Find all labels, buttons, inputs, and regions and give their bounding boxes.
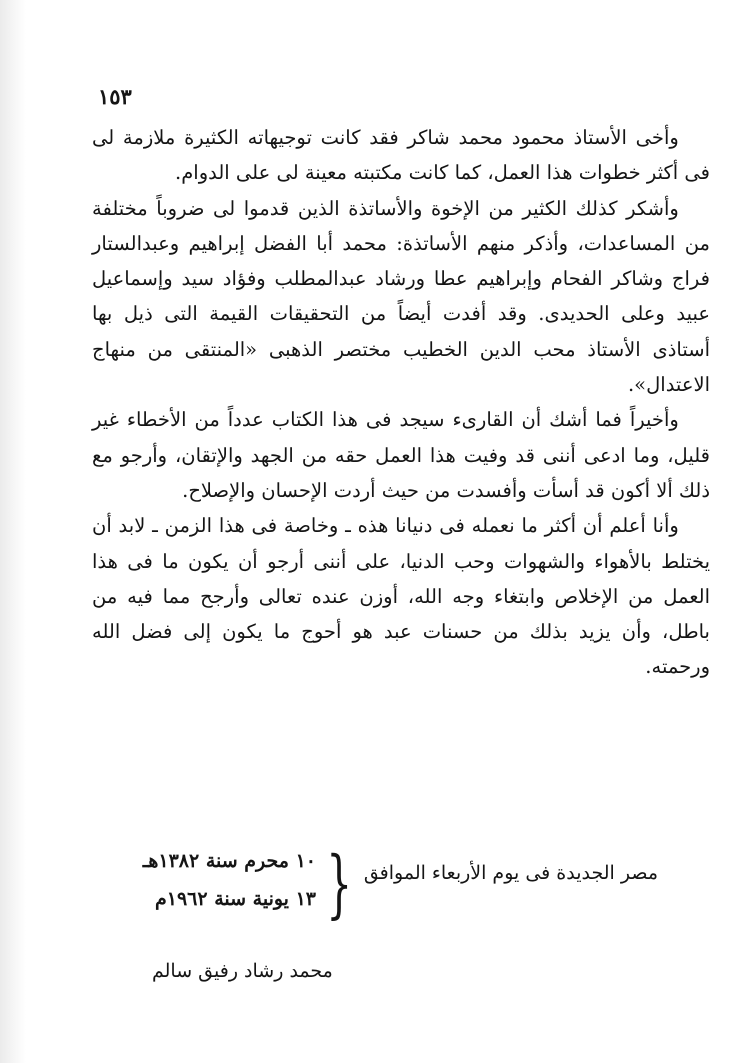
- paragraph-acknowledgement-shakir: وأخى الأستاذ محمود محمد شاكر فقد كانت توجيهاته الكثيرة ملازمة لى فى أكثر خطوات هذا العمل، كما كانت مكتبته معينة لى على الدوام.: [92, 126, 710, 185]
- closing-date-block: [110, 841, 670, 927]
- hijri-date: ١٠ محرم سنة ١٣٨٢هـ: [142, 850, 316, 872]
- curly-brace: {: [326, 841, 352, 927]
- paragraph-acknowledgement-colleagues: وأشكر كذلك الكثير من الإخوة والأساتذة الذين قدموا لى ضروباً مختلفة من المساعدات، وأذكر منهم الأساتذة: محمد أبا الفضل إبراهيم وعبدالستار فراج وشاكر الفحام وإبراهيم عطا ورشاد عبدالمطلب وفؤاد سيد وإسماعيل عبيد وعلى الحديدى. وقد أفدت أيضاً من التحقيقات القيمة التى ذيل بها أستاذى الأستاذ محب الدين الخطيب مختصر الذهبى «المنتقى من منهاج الاعتدال».: [92, 196, 710, 397]
- page-number: ١٥٣: [98, 84, 132, 109]
- main-text: [92, 120, 710, 685]
- gregorian-date: ١٣ يونية سنة ١٩٦٢م: [154, 888, 316, 910]
- place-date-text: مصر الجديدة فى يوم الأربعاء الموافق: [363, 862, 658, 884]
- author-signature: محمد رشاد رفيق سالم: [152, 960, 333, 982]
- paragraph-closing-prayer: وأنا أعلم أن أكثر ما نعمله فى دنيانا هذه ـ وخاصة فى هذا الزمن ـ لابد أن يختلط بالأهواء والشهوات وحب الدنيا، على أننى أرجو أن يكون ما فى هذا العمل من الإخلاص وابتغاء وجه الله، أوزن عنده تعالى وأرجح مما فيه من باطل، وأن يزيد بذلك من حسنات عبد هو أحوج ما يكون إلى فضل الله ورحمته.: [92, 514, 710, 679]
- page-edge-shadow: [0, 0, 26, 1063]
- paragraph-errors-apology: وأخيراً فما أشك أن القارىء سيجد فى هذا الكتاب عدداً من الأخطاء غير قليل، وما ادعى أننى قد وفيت هذا العمل حقه من الجهد والإتقان، وأرجو مع ذلك ألا أكون قد أسأت وأفسدت من حيث أردت الإحسان والإصلاح.: [92, 408, 710, 502]
